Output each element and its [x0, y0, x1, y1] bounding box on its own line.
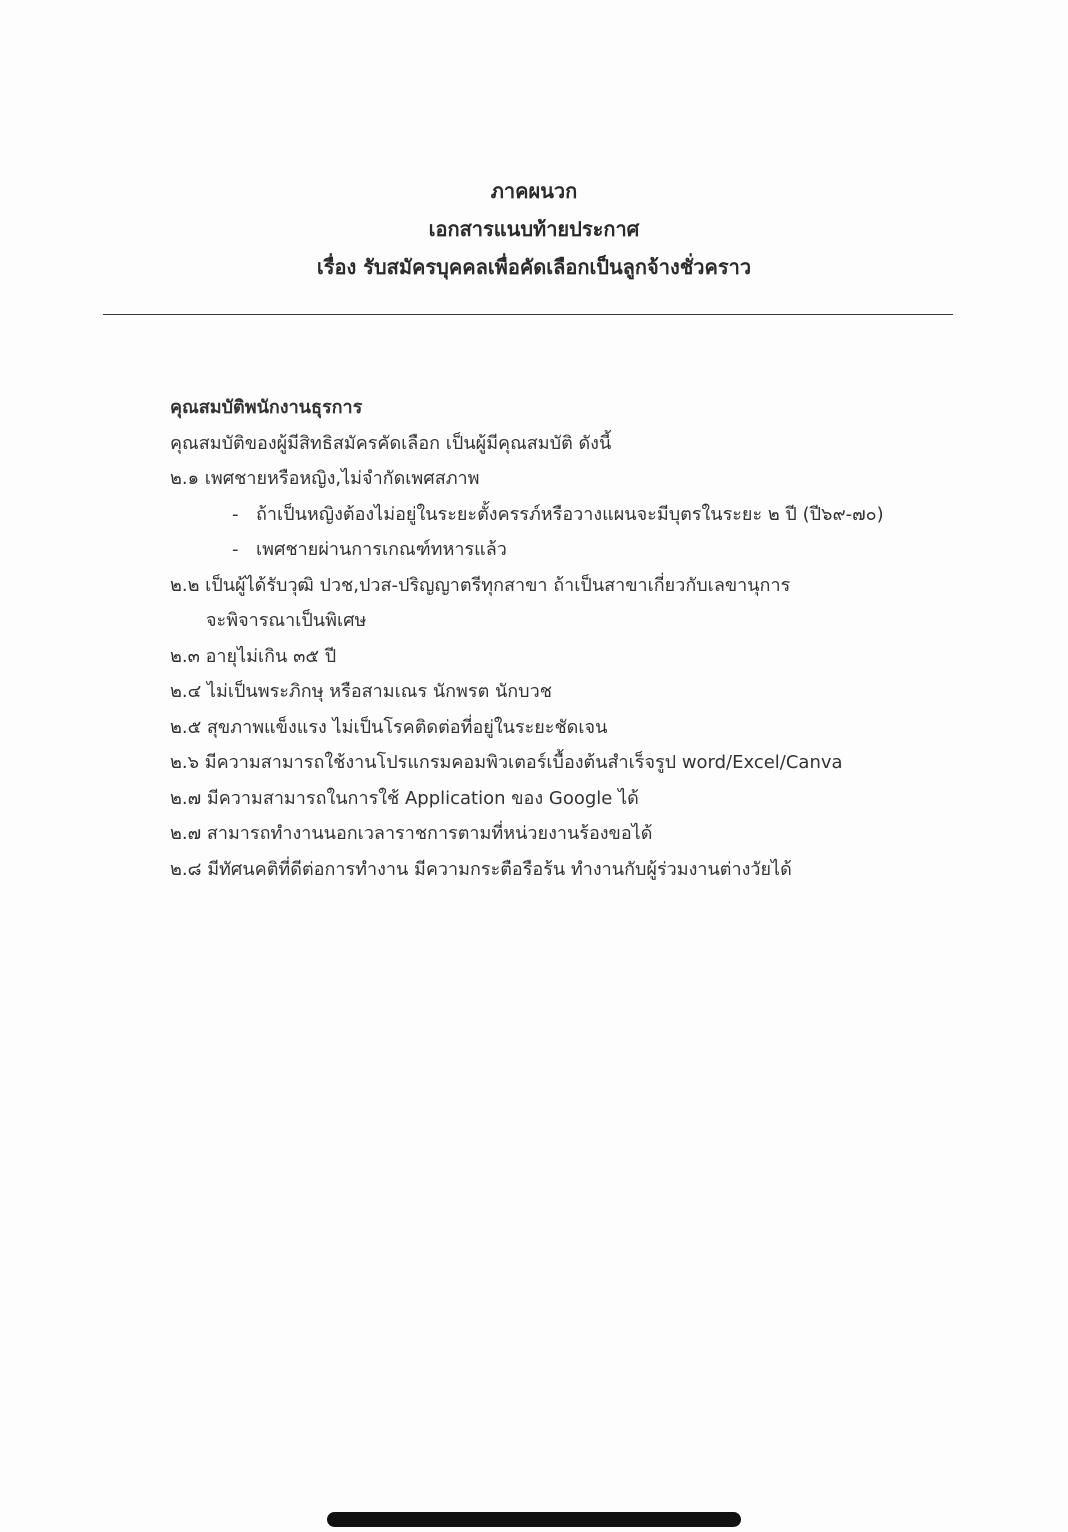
dash-bullet: - [232, 539, 239, 560]
list-item-2-3: ๒.๓ อายุไม่เกิน ๓๕ ปี [170, 645, 337, 667]
list-item-2-6: ๒.๖ มีความสามารถใช้งานโปรแกรมคอมพิวเตอร์เบื้องต้นสำเร็จรูป word/Excel/Canva [170, 752, 843, 773]
sub-item-text: เพศชายผ่านการเกณฑ์ทหารแล้ว [256, 539, 507, 560]
header-appendix-title: ภาคผนวก [490, 179, 578, 203]
sub-item-text: ถ้าเป็นหญิงต้องไม่อยู่ในระยะตั้งครรภ์หรือวางแผนจะมีบุตรในระยะ ๒ ปี (ปี๖๙-๗๐) [256, 503, 884, 525]
header-divider [103, 314, 953, 315]
qualifications-section [170, 390, 990, 887]
dash-bullet: - [232, 503, 239, 525]
home-indicator[interactable] [327, 1512, 741, 1527]
sub-item-pregnancy [170, 497, 990, 533]
header-attachment-title: เอกสารแนบท้ายประกาศ [428, 217, 640, 241]
list-item-2-7-application: ๒.๗ มีความสามารถในการใช้ Application ของ Google ได้ [170, 787, 639, 809]
list-item-2-8: ๒.๘ มีทัศนคติที่ดีต่อการทำงาน มีความกระตือรือร้น ทำงานกับผู้ร่วมงานต่างวัยได้ [170, 858, 792, 880]
list-item-2-2-continuation: จะพิจารณาเป็นพิเศษ [206, 610, 367, 631]
list-item-2-7-overtime: ๒.๗ สามารถทำงานนอกเวลาราชการตามที่หน่วยงานร้องขอได้ [170, 823, 653, 844]
list-item-2-4: ๒.๔ ไม่เป็นพระภิกษุ หรือสามเณร นักพรต นักบวช [170, 681, 552, 702]
header-subject-title: เรื่อง รับสมัครบุคคลเพื่อคัดเลือกเป็นลูกจ้างชั่วคราว [316, 255, 752, 279]
sub-item-military [170, 532, 990, 568]
list-item-2-5: ๒.๕ สุขภาพแข็งแรง ไม่เป็นโรคติดต่อที่อยู่ในระยะชัดเจน [170, 716, 608, 738]
section-title: คุณสมบัติพนักงานธุรการ [170, 397, 363, 418]
document-header [0, 172, 1068, 286]
list-item-2-2: ๒.๒ เป็นผู้ได้รับวุฒิ ปวช,ปวส-ปริญญาตรีทุกสาขา ถ้าเป็นสาขาเกี่ยวกับเลขานุการ [170, 574, 791, 596]
intro-text: คุณสมบัติของผู้มีสิทธิสมัครคัดเลือก เป็นผู้มีคุณสมบัติ ดังนี้ [170, 432, 612, 454]
list-item-2-1: ๒.๑ เพศชายหรือหญิง,ไม่จำกัดเพศสภาพ [170, 468, 480, 489]
